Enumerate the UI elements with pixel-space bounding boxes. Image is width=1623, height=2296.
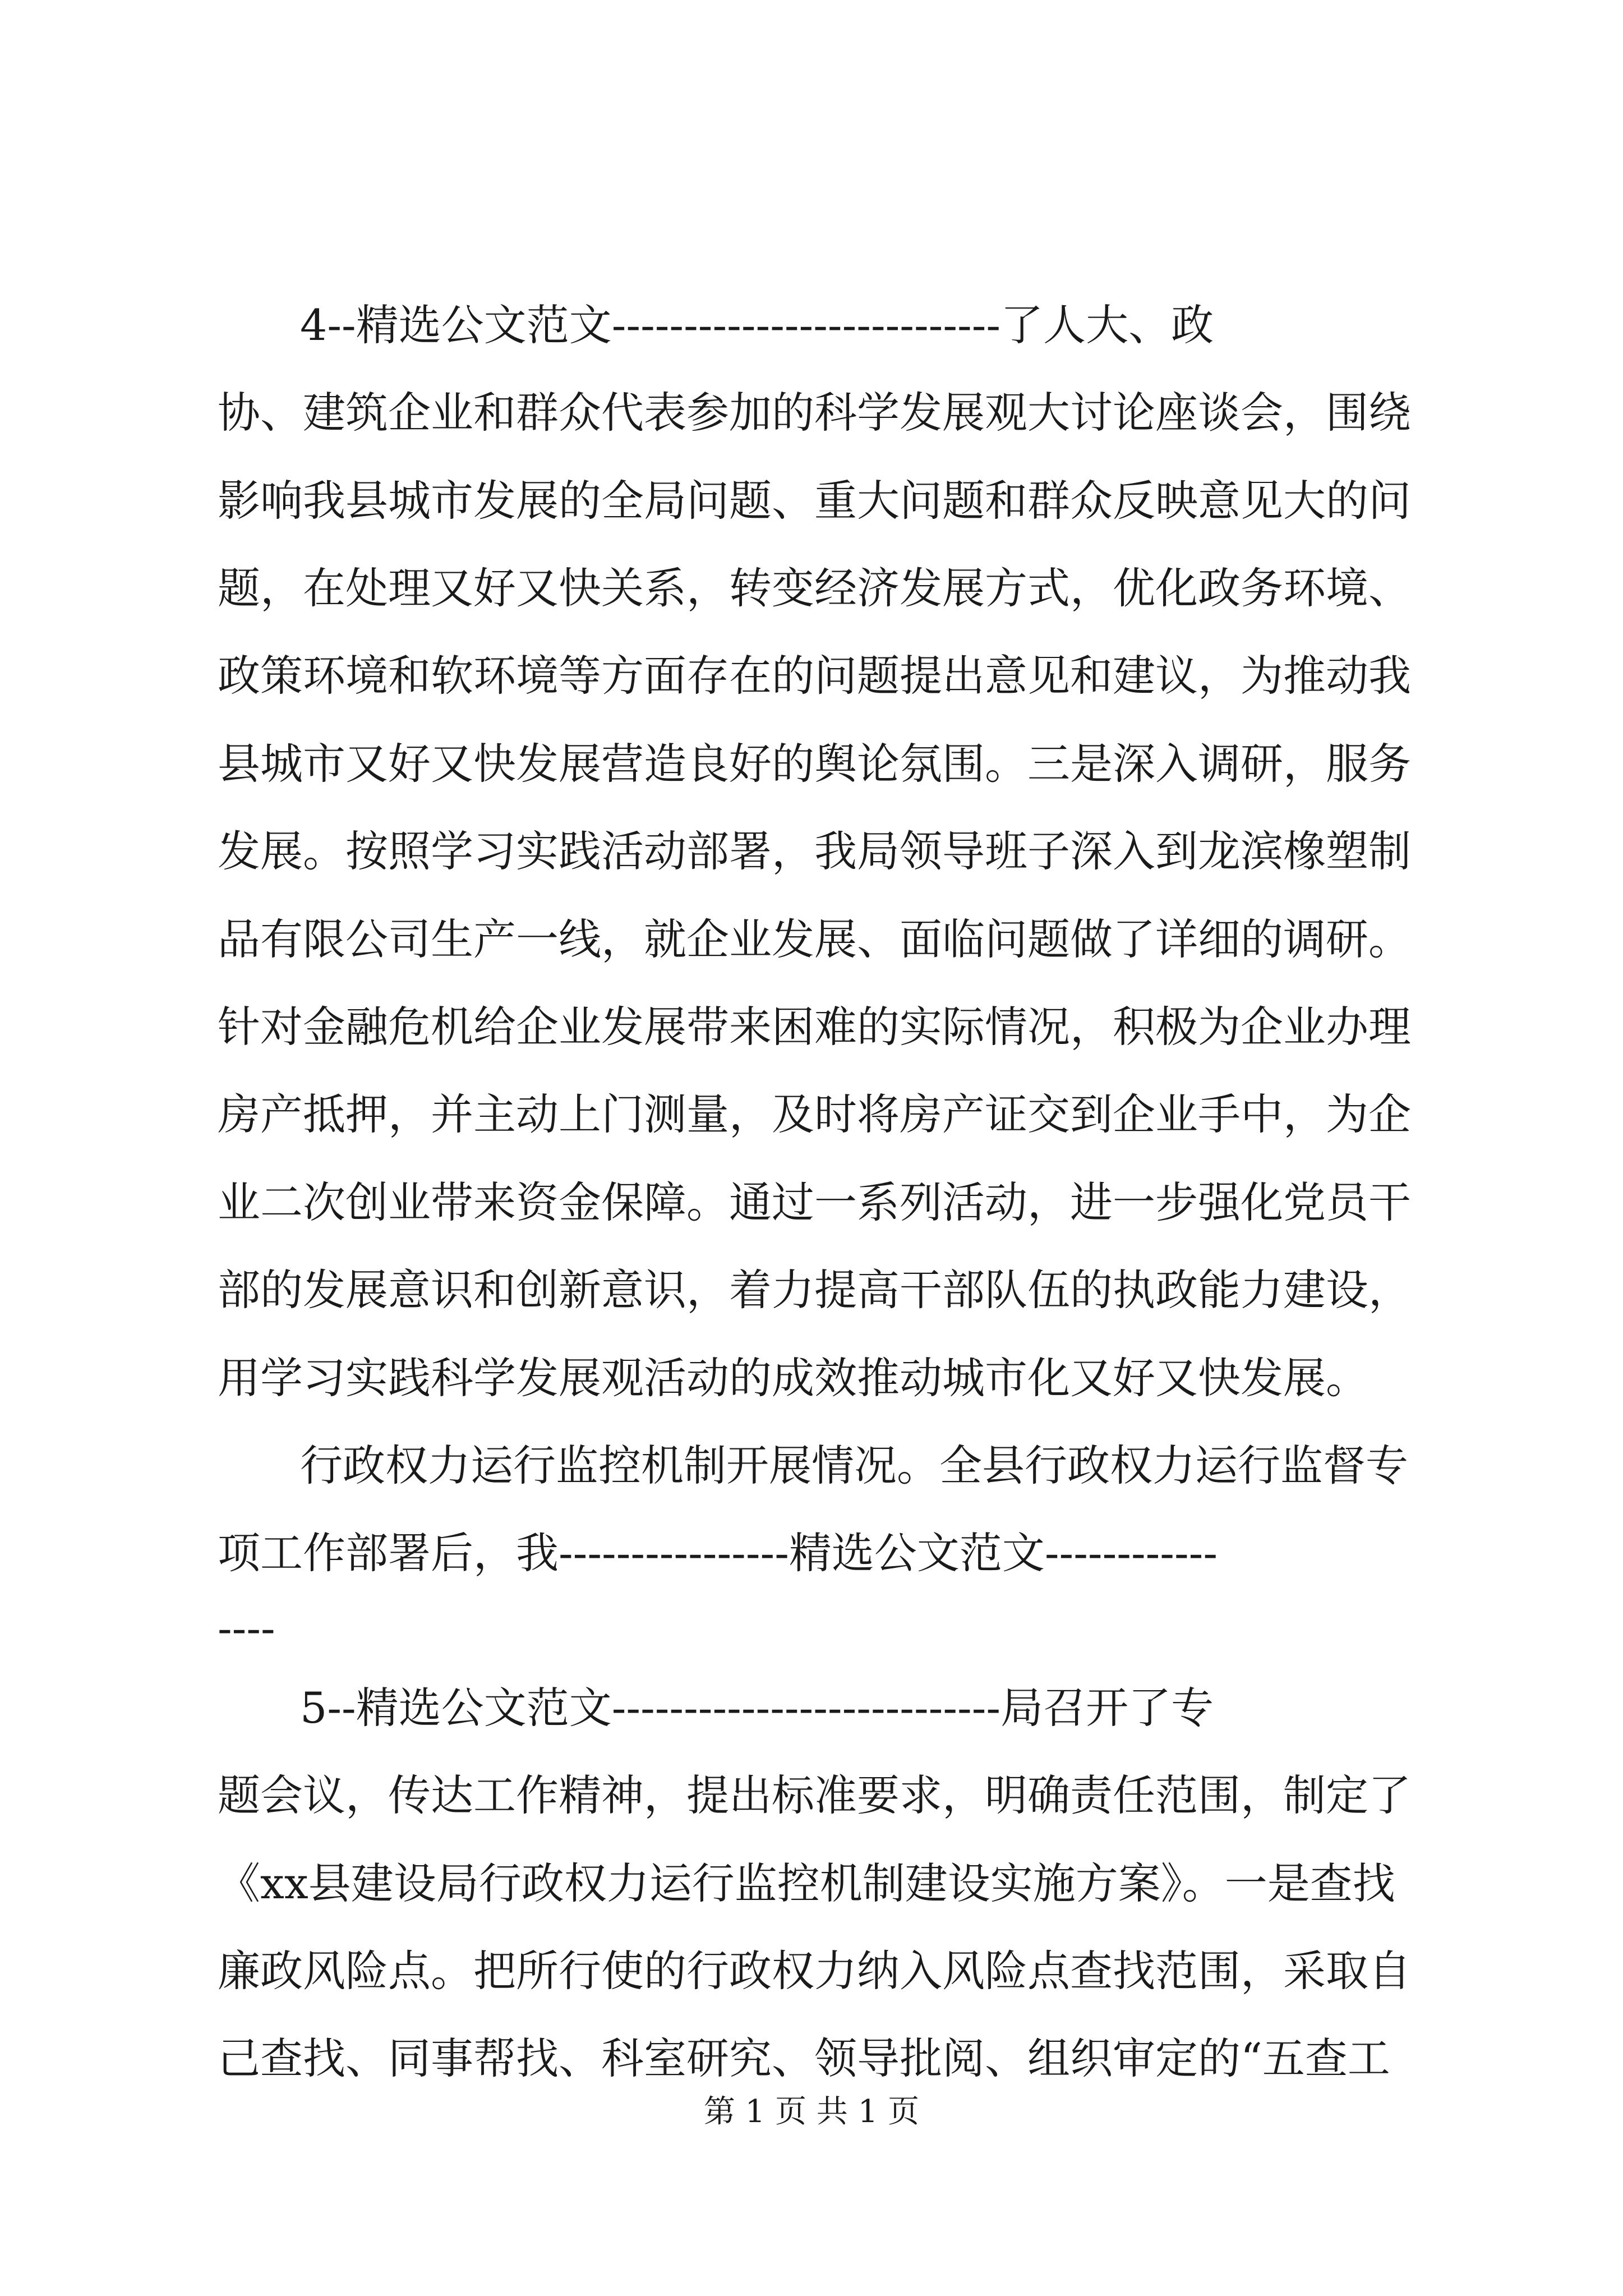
line-text: 业二次创业带来资金保障。通过一系列活动，进一步强化党员干	[218, 1177, 1411, 1227]
text-line	[0, 996, 1623, 1058]
line-text: 县城市又好又快发展营造良好的舆论氛围。三是深入调研，服务	[218, 739, 1411, 789]
line-text: 针对金融危机给企业发展带来困难的实际情况，积极为企业办理	[218, 1002, 1411, 1052]
line-text: 4--精选公文范文---------------------------了人大、政	[300, 300, 1214, 350]
text-line	[0, 470, 1623, 532]
text-line	[0, 2028, 1623, 2090]
text-line	[0, 1084, 1623, 1145]
line-text: 行政权力运行监控机制开展情况。全县行政权力运行监督专	[300, 1441, 1408, 1490]
line-text: 协、建筑企业和群众代表参加的科学发展观大讨论座谈会，围绕	[218, 388, 1411, 438]
line-text: 政策环境和软环境等方面存在的问题提出意见和建议，为推动我	[218, 651, 1411, 701]
line-text: 廉政风险点。把所行使的行政权力纳入风险点查找范围，采取自	[218, 1946, 1411, 1996]
text-line	[0, 1435, 1623, 1497]
text-line	[0, 295, 1623, 356]
text-line	[0, 558, 1623, 619]
line-text: ----	[218, 1603, 275, 1653]
text-line	[0, 1765, 1623, 1826]
line-text: 发展。按照学习实践活动部署，我局领导班子深入到龙滨橡塑制	[218, 826, 1411, 876]
text-line	[0, 1853, 1623, 1915]
text-line	[0, 382, 1623, 444]
text-line	[0, 1347, 1623, 1409]
line-text: 品有限公司生产一线，就企业发展、面临问题做了详细的调研。	[218, 914, 1411, 964]
text-line	[0, 909, 1623, 970]
text-line	[0, 821, 1623, 882]
line-text: 部的发展意识和创新意识，着力提高干部队伍的执政能力建设，	[218, 1265, 1411, 1315]
text-line	[0, 1172, 1623, 1234]
line-text: 5--精选公文范文---------------------------局召开了专	[300, 1683, 1214, 1733]
line-text: 项工作部署后，我----------------精选公文范文------------	[218, 1528, 1218, 1578]
text-line	[0, 1598, 1623, 1659]
page-footer: 第 1 页 共 1 页	[703, 2093, 920, 2130]
line-text: 用学习实践科学发展观活动的成效推动城市化又好又快发展。	[218, 1353, 1368, 1403]
text-line	[0, 733, 1623, 795]
text-line	[0, 645, 1623, 707]
line-text: 题会议，传达工作精神，提出标准要求，明确责任范围，制定了	[218, 1770, 1411, 1820]
line-text: 《xx县建设局行政权力运行监控机制建设实施方案》。一是查找	[218, 1858, 1395, 1908]
text-line	[0, 1677, 1623, 1739]
text-line	[0, 1940, 1623, 2002]
line-text: 影响我县城市发展的全局问题、重大问题和群众反映意见大的问	[218, 476, 1411, 526]
text-line	[0, 1259, 1623, 1321]
line-text: 题，在处理又好又快关系，转变经济发展方式，优化政务环境、	[218, 563, 1411, 613]
line-text: 己查找、同事帮找、科室研究、领导批阅、组织审定的“五查工	[218, 2033, 1390, 2083]
text-line	[0, 1522, 1623, 1584]
line-text: 房产抵押，并主动上门测量，及时将房产证交到企业手中，为企	[218, 1089, 1411, 1139]
